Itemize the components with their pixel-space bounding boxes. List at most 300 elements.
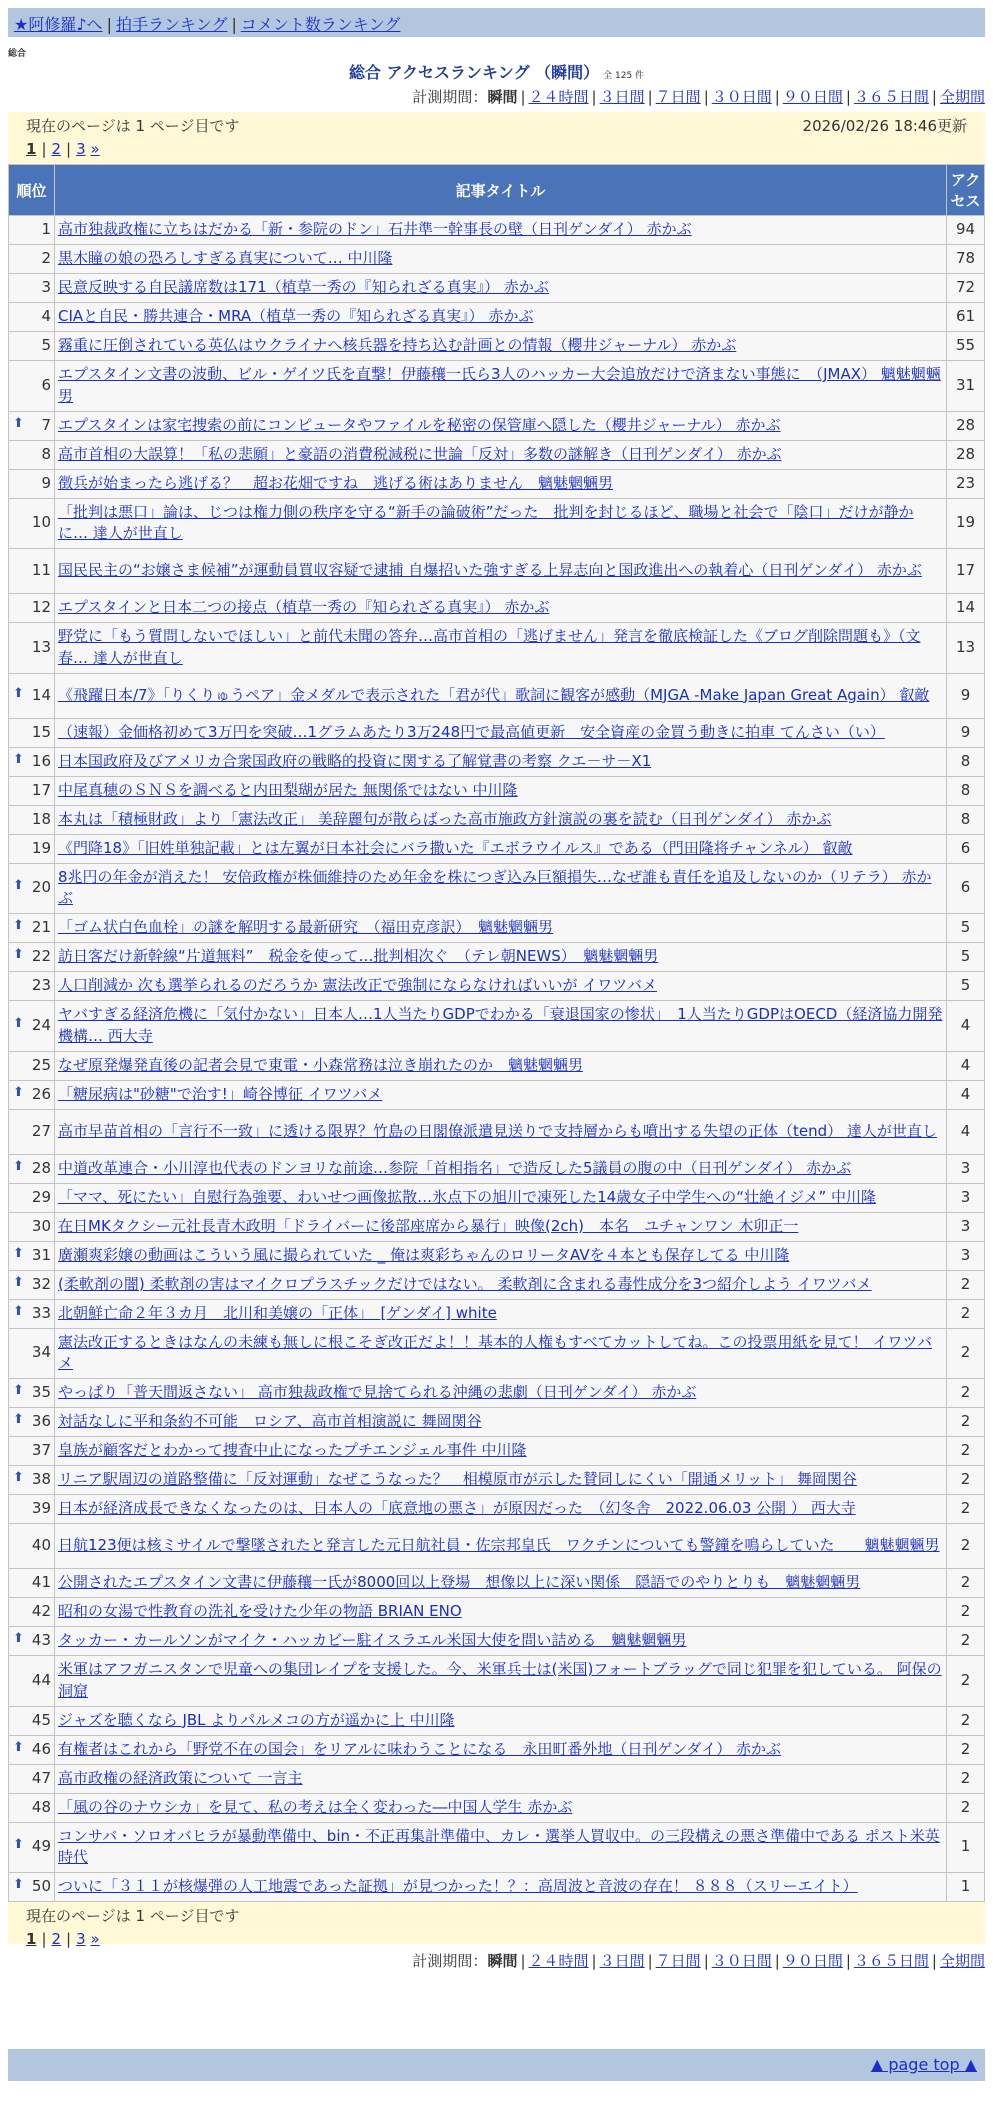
rank-cell [9,1241,55,1270]
period-label: 計測期間： [412,1952,488,1970]
title-cell [55,776,947,805]
table-row [9,549,985,594]
article-link[interactable]: 米軍はアフガニスタンで児童への集団レイプを支援した。今、米軍兵士は(米国)フォートブラッグで同じ犯罪を犯している。 阿保の洞窟 [58,1660,942,1700]
rank-cell [9,718,55,747]
period-option-link[interactable]: ３日間 [599,88,645,106]
period-separator: | [647,1952,653,1970]
rank-cell [9,834,55,863]
table-row [9,1764,985,1793]
page-top-link[interactable]: ▲ page top ▲ [870,2055,977,2074]
rank-number: 33 [31,1303,51,1322]
title-cell [55,332,947,361]
table-row [9,411,985,440]
rank-number: 24 [31,1015,51,1034]
article-link[interactable]: 在日MKタクシー元社長青木政明「ドライバーに後部座席から暴行」映像(2ch) 本名 ユチャンワン 木卯正一 [58,1216,799,1235]
page-separator: | [41,1930,47,1948]
rank-number: 2 [41,249,51,268]
rank-number: 35 [31,1383,51,1402]
title-cell [55,1598,947,1627]
table-row [9,1051,985,1080]
table-row [9,594,985,623]
up-arrow-icon: ⬆ [13,1015,24,1031]
table-row [9,863,985,914]
table-row [9,216,985,245]
access-count: 94 [947,216,985,245]
rank-cell [9,1873,55,1902]
page-link[interactable]: » [90,140,100,158]
access-count: 2 [947,1656,985,1707]
category-label: 総合 [8,49,27,59]
ranking-table [8,164,985,1902]
title-cell [55,1212,947,1241]
access-count: 17 [947,549,985,594]
up-arrow-icon: ⬆ [13,1084,24,1100]
rank-number: 4 [41,307,51,326]
rank-number: 28 [31,1158,51,1177]
rank-number: 11 [31,561,51,580]
access-count: 3 [947,1212,985,1241]
article-link[interactable]: 中尾真穂のＳＮＳを調べると内田梨瑚が居た 無関係ではない 中川隆 [58,780,518,799]
rank-cell [9,1379,55,1408]
page-current: 1 [26,140,37,158]
rank-cell [9,805,55,834]
period-selector-top [412,86,985,107]
access-count: 2 [947,1437,985,1466]
article-link[interactable]: コンサバ・ソロオバヒラが暴動準備中、bin・不正再集計準備中、カレ・選挙人買収中。の三段構えの悪さ準備中である ポスト米英時代 [58,1826,940,1867]
table-row [9,673,985,718]
table-row [9,1183,985,1212]
table-row [9,1822,985,1873]
page-link[interactable]: 3 [76,1930,86,1948]
article-link[interactable]: 北朝鮮亡命２年３カ月 北川和美嬢の「正体」 [ゲンダイ] white [58,1303,497,1322]
title-cell [55,440,947,469]
access-count: 9 [947,673,985,718]
access-count: 2 [947,1495,985,1524]
updated-time: 2026/02/26 18:46更新 [802,117,967,135]
pagination-bottom [26,1930,967,1948]
rank-number: 32 [31,1274,51,1293]
title-cell [55,1241,947,1270]
table-row [9,440,985,469]
article-link[interactable]: エプスタイン文書の波動、ビル・ゲイツ氏を直撃！伊藤穰一氏ら3人のハッカー大会追放だけで済まない事態に （JMAX） 魑魅魍魎男 [58,365,941,405]
page-title [0,60,993,83]
table-row [9,1379,985,1408]
page-title-text: 総合 アクセスランキング （瞬間） [348,63,600,82]
article-link[interactable]: (柔軟剤の闇) 柔軟剤の害はマイクロプラスチックだけではない。 柔軟剤に含まれる毒性成分を3つ紹介しよう イワツバメ [58,1274,872,1293]
period-separator: | [520,1952,526,1970]
table-row [9,1212,985,1241]
up-arrow-icon: ⬆ [13,1837,24,1853]
article-link[interactable]: 人口削減か 次も選挙られるのだろうか 憲法改正で強制にならなければいいが イワツバメ [58,976,658,995]
rank-cell [9,776,55,805]
access-count: 78 [947,245,985,274]
title-cell [55,303,947,332]
table-row [9,1328,985,1379]
title-cell [55,972,947,1001]
title-cell [55,1154,947,1183]
rank-number: 30 [31,1216,51,1235]
period-option-link[interactable]: ７日間 [655,88,701,106]
access-count: 2 [947,1328,985,1379]
rank-cell [9,274,55,303]
table-row [9,1524,985,1569]
article-link[interactable]: なぜ原発爆発直後の記者会見で東電・小森常務は泣き崩れたのか 魑魅魍魎男 [58,1055,584,1074]
rank-number: 46 [31,1739,51,1758]
up-arrow-icon: ⬆ [13,685,24,701]
article-link[interactable]: 「風の谷のナウシカ」を見て、私の考えは全く変わった―中国人学生 赤かぶ [58,1797,573,1816]
rank-number: 50 [31,1877,51,1896]
access-count: 2 [947,1299,985,1328]
article-link[interactable]: 訪日客だけ新幹線“片道無料” 税金を使って…批判相次ぐ （テレ朝NEWS） 魑魅魍魎男 [58,947,659,966]
rank-cell [9,1080,55,1109]
rank-number: 29 [31,1187,51,1206]
article-link[interactable]: 《飛躍日本/7》「りくりゅうペア」金メダルで表示された「君が代」歌詞に観客が感動（MJGA -Make Japan Great Again） 叡敵 [58,685,930,704]
title-cell [55,1183,947,1212]
article-link[interactable]: 高市政権の経済政策について 一言主 [58,1768,303,1787]
rank-number: 15 [31,722,51,741]
title-cell [55,245,947,274]
home-link[interactable]: ★阿修羅♪へ [14,15,103,34]
rank-cell [9,1466,55,1495]
title-cell [55,1466,947,1495]
title-cell [55,1379,947,1408]
table-row [9,805,985,834]
table-row [9,1466,985,1495]
table-row [9,1569,985,1598]
table-row [9,1109,985,1154]
table-row [9,718,985,747]
article-link[interactable]: エプスタインと日本二つの接点（植草一秀の『知られざる真実』） 赤かぶ [58,598,550,617]
rank-cell [9,673,55,718]
access-count: 31 [947,361,985,412]
period-option-link[interactable]: ９０日間 [782,88,843,106]
rank-cell [9,303,55,332]
rank-number: 17 [31,780,51,799]
rank-number: 36 [31,1412,51,1431]
title-cell [55,1822,947,1873]
top-nav-bar [8,8,985,37]
rank-cell [9,914,55,943]
rank-number: 37 [31,1441,51,1460]
article-link[interactable]: 本丸は「積極財政」より「憲法改正」 美辞麗句が散らばった高市施政方針演説の裏を読む（日刊ゲンダイ） 赤かぶ [58,809,832,828]
pagination-top [26,140,967,158]
title-cell [55,1706,947,1735]
period-option-link[interactable]: ３６５日間 [853,88,929,106]
period-separator: | [931,88,937,106]
article-link[interactable]: 8兆円の年金が消えた！ 安倍政権が株価維持のため年金を株につぎ込み巨額損失…なぜ誰も責任を追及しないのか（リテラ） 赤かぶ [58,867,932,908]
page-info-top [8,112,985,164]
table-row [9,747,985,776]
access-count: 13 [947,623,985,674]
table-row [9,1495,985,1524]
clap-ranking-link[interactable]: 拍手ランキング [115,15,228,34]
article-link[interactable]: 日航123便は核ミサイルで撃墜されたと発言した元日航社員・佐宗邦皇氏 ワクチンについても警鐘を鳴らしていた 魑魅魍魎男 [58,1536,940,1555]
table-row [9,274,985,303]
article-link[interactable]: 民意反映する自民議席数は171（植草一秀の『知られざる真実』） 赤かぶ [58,278,549,297]
rank-number: 27 [31,1121,51,1140]
rank-cell [9,1328,55,1379]
title-cell [55,834,947,863]
period-separator: | [591,1952,597,1970]
access-count: 2 [947,1408,985,1437]
table-row [9,776,985,805]
rank-cell [9,1437,55,1466]
title-cell [55,718,947,747]
access-count: 2 [947,1627,985,1656]
table-row [9,1299,985,1328]
table-row [9,245,985,274]
access-count: 2 [947,1270,985,1299]
page-separator: | [66,140,72,158]
title-cell [55,274,947,303]
title-cell [55,1270,947,1299]
article-link[interactable]: ジャズを聴くなら JBL よりパルメコの方が遥かに上 中川隆 [58,1710,455,1729]
article-link[interactable]: 憲法改正するときはなんの未練も無しに根こそぎ改正だよ！！基本的人権もすべてカットしてね。この投票用紙を見て！ イワツバメ [58,1332,933,1373]
table-row [9,1706,985,1735]
period-option-link[interactable]: ３６５日間 [853,1952,929,1970]
access-count: 9 [947,718,985,747]
title-cell [55,216,947,245]
rank-number: 40 [31,1536,51,1555]
access-count: 2 [947,1793,985,1822]
article-link[interactable]: やっぱり「普天間返さない」 高市独裁政権で見捨てられる沖縄の悲劇（日刊ゲンダイ） 赤かぶ [58,1383,697,1402]
title-cell [55,1656,947,1707]
rank-cell [9,1735,55,1764]
article-link[interactable]: 公開されたエプスタイン文書に伊藤穰一氏が8000回以上登場 想像以上に深い関係 隠語でのやりとりも 魑魅魍魎男 [58,1573,861,1592]
period-separator: | [703,1952,709,1970]
article-link[interactable]: タッカー・カールソンがマイク・ハッカビー駐イスラエル米国大使を問い詰める 魑魅魍魎男 [58,1631,687,1650]
period-separator: | [703,88,709,106]
article-link[interactable]: 昭和の女湯で性教育の洗礼を受けた少年の物語 BRIAN ENO [58,1602,462,1621]
title-cell [55,1873,947,1902]
rank-cell [9,1154,55,1183]
rank-cell [9,943,55,972]
article-link[interactable]: 対話なしに平和条約不可能 ロシア、高市首相演説に 舞岡関谷 [58,1412,482,1431]
article-link[interactable]: リニア駅周辺の道路整備に「反対運動」なぜこうなった？ 相模原市が示した賛同しにくい「開通メリット」 舞岡関谷 [58,1470,857,1489]
article-link[interactable]: ついに「３１１が核爆弾の人工地震であった証拠」が見つかった！？：高周波と音波の存在！ ８８８（スリーエイト） [58,1877,858,1896]
rank-cell [9,1598,55,1627]
up-arrow-icon: ⬆ [13,1245,24,1261]
title-cell [55,361,947,412]
title-cell [55,594,947,623]
title-cell [55,1735,947,1764]
access-count: 1 [947,1873,985,1902]
table-row [9,1241,985,1270]
rank-number: 10 [31,513,51,532]
period-option-link[interactable]: ３０日間 [711,1952,772,1970]
access-count: 55 [947,332,985,361]
period-option-link[interactable]: ２４時間 [528,1952,589,1970]
rank-cell [9,863,55,914]
rank-cell [9,411,55,440]
article-link[interactable]: 野党に「もう質問しないでほしい」と前代未聞の答弁…高市首相の「逃げません」発言を徹底検証した《ブログ削除問題も》（文春… 達人が世直し [58,627,921,667]
title-cell [55,1569,947,1598]
page-info-bottom [8,1902,985,1948]
article-link[interactable]: 「批判は悪口」論は、じつは権力側の秩序を守る“新手の論破術”だった 批判を封じるほど、職場と社会で「陰口」だけが静かに… 達人が世直し [58,502,914,543]
rank-number: 41 [31,1573,51,1592]
rank-cell [9,1051,55,1080]
article-link[interactable]: 中道改革連合・小川淳也代表のドンヨリな前途…参院「首相指名」で造反した5議員の腹の中（日刊ゲンダイ） 赤かぶ [58,1158,852,1177]
page-separator: | [41,140,47,158]
rank-number: 16 [31,751,51,770]
period-separator: | [845,88,851,106]
article-link[interactable]: 日本が経済成長できなくなったのは、日本人の「底意地の悪さ」が原因だった （幻冬舎 2022.06.03 公開 ） 西大寺 [58,1499,856,1518]
page-link[interactable]: 3 [76,140,86,158]
table-row [9,914,985,943]
rank-header: 順位 [9,165,55,216]
title-cell [55,1627,947,1656]
article-link[interactable]: 有権者はこれから「野党不在の国会」をリアルに味わうことになる 永田町番外地（日刊ゲンダイ） 赤かぶ [58,1739,781,1758]
rank-cell [9,549,55,594]
table-row [9,498,985,549]
rank-cell [9,623,55,674]
access-count: 72 [947,274,985,303]
access-count: 3 [947,1183,985,1212]
period-separator: | [845,1952,851,1970]
up-arrow-icon: ⬆ [13,1470,24,1486]
access-count: 6 [947,834,985,863]
period-option-link[interactable]: ７日間 [655,1952,701,1970]
rank-cell [9,1569,55,1598]
period-option-link[interactable]: ３日間 [599,1952,645,1970]
article-link[interactable]: 「ママ、死にたい」自慰行為強要、わいせつ画像拡散…氷点下の旭川で凍死した14歳女子中学生への“壮絶イジメ” 中川隆 [58,1187,877,1206]
table-row [9,943,985,972]
rank-cell [9,245,55,274]
access-count: 3 [947,1241,985,1270]
article-link[interactable]: ヤバすぎる経済危機に「気付かない」日本人…1人当たりGDPでわかる「衰退国家の惨状」 1人当たりGDPはOECD（経済協力開発機構… 西大寺 [58,1005,943,1045]
period-separator: | [774,88,780,106]
table-row [9,623,985,674]
table-row [9,834,985,863]
period-option-link[interactable]: 全期間 [939,88,985,106]
table-row [9,1437,985,1466]
article-link[interactable]: 高市早苗首相の「言行不一致」に透ける限界？竹島の日閣僚派遣見送りで支持層からも噴出する失望の正体（tend） 達人が世直し [58,1121,937,1140]
article-link[interactable]: 国民民主の“お嬢さま候補”が運動員買収容疑で逮捕 自爆招いた強すぎる上昇志向と国政進出への執着心（日刊ゲンダイ） 赤かぶ [58,561,922,580]
title-cell [55,1524,947,1569]
title-cell [55,863,947,914]
rank-number: 34 [31,1343,51,1362]
up-arrow-icon: ⬆ [13,918,24,934]
title-cell [55,747,947,776]
rank-number: 20 [31,878,51,897]
title-cell [55,1437,947,1466]
article-link[interactable]: CIAと自民・勝共連合・MRA（植草一秀の『知られざる真実』） 赤かぶ [58,307,534,326]
title-cell [55,469,947,498]
article-link[interactable]: （速報）金価格初めて3万円を突破…1グラムあたり3万248円で最高値更新 安全資産の金買う動きに拍車 てんさい（い） [58,722,885,741]
rank-number: 49 [31,1837,51,1856]
article-link[interactable]: 高市独裁政権に立ちはだかる「新・参院のドン」石井準一幹事長の壁（日刊ゲンダイ） 赤かぶ [58,220,692,239]
table-row [9,972,985,1001]
title-cell [55,498,947,549]
article-link[interactable]: 徴兵が始まったら逃げる？ 超お花畑ですね 逃げる術はありません 魑魅魍魎男 [58,473,614,492]
page-separator: | [66,1930,72,1948]
rank-cell [9,332,55,361]
rank-number: 18 [31,809,51,828]
title-cell [55,943,947,972]
table-row [9,1656,985,1707]
period-selector-bottom [412,1950,985,1971]
nav-separator: | [106,15,112,34]
rank-cell [9,440,55,469]
table-row [9,1001,985,1052]
article-link[interactable]: 「糖尿病は"砂糖"で治す!」崎谷博征 イワツバメ [58,1084,383,1103]
period-option-link[interactable]: ９０日間 [782,1952,843,1970]
rank-cell [9,1408,55,1437]
rank-number: 5 [41,336,51,355]
article-link[interactable]: 霧重に圧倒されている英仏はウクライナへ核兵器を持ち込む計画との情報（櫻井ジャーナル） 赤かぶ [58,336,737,355]
page-link[interactable]: 2 [51,140,62,158]
rank-number: 42 [31,1602,51,1621]
access-count: 61 [947,303,985,332]
rank-number: 48 [31,1797,51,1816]
page-current: 1 [26,1930,37,1948]
access-count: 8 [947,805,985,834]
article-link[interactable]: 皇族が顧客だとわかって捜査中止になったプチエンジェル事件 中川隆 [58,1441,527,1460]
access-count: 5 [947,972,985,1001]
access-count: 2 [947,1466,985,1495]
title-cell [55,1793,947,1822]
article-link[interactable]: 廣瀬爽彩嬢の動画はこういう風に撮られていた _ 俺は爽彩ちゃんのロリータAVを４本とも保存してる 中川隆 [58,1245,790,1264]
period-option-link[interactable]: ２４時間 [528,88,589,106]
comment-ranking-link[interactable]: コメント数ランキング [240,15,401,34]
rank-cell [9,1524,55,1569]
period-option-link[interactable]: 全期間 [939,1952,985,1970]
page-link[interactable]: 2 [51,1930,62,1948]
rank-number: 43 [31,1631,51,1650]
page-top-bar [8,2049,985,2081]
up-arrow-icon: ⬆ [13,1383,24,1399]
article-link[interactable]: 高市首相の大誤算！「私の悲願」と豪語の消費税減税に世論「反対」多数の謎解き（日刊ゲンダイ） 赤かぶ [58,444,782,463]
rank-number: 1 [41,220,51,239]
title-header: 記事タイトル [55,165,947,216]
page-link[interactable]: » [90,1930,100,1948]
up-arrow-icon: ⬆ [13,1412,24,1428]
rank-number: 6 [41,375,51,394]
table-row [9,1080,985,1109]
period-separator: | [647,88,653,106]
access-count: 4 [947,1001,985,1052]
title-cell [55,623,947,674]
rank-cell [9,361,55,412]
rank-number: 44 [31,1670,51,1689]
rank-cell [9,469,55,498]
period-option-link[interactable]: ３０日間 [711,88,772,106]
rank-cell [9,216,55,245]
rank-number: 8 [41,444,51,463]
rank-number: 7 [41,415,51,434]
access-count: 1 [947,1822,985,1873]
article-link[interactable]: 《門降18》「旧姓単独記載」とは左翼が日本社会にバラ撒いた『エボラウイルス』である（門田隆将チャンネル） 叡敵 [58,838,853,857]
rank-cell [9,1212,55,1241]
title-cell [55,1001,947,1052]
access-header: アクセス [947,165,985,216]
up-arrow-icon: ⬆ [13,1303,24,1319]
up-arrow-icon: ⬆ [13,1158,24,1174]
rank-cell [9,747,55,776]
rank-number: 14 [31,685,51,704]
title-cell [55,1408,947,1437]
article-link[interactable]: 日本国政府及びアメリカ合衆国政府の戦略的投資に関する了解覚書の考察 クエ－サ－X1 [58,751,652,770]
title-cell [55,805,947,834]
article-link[interactable]: 黒木瞳の娘の恐ろしすぎる真実について… 中川隆 [58,249,393,268]
up-arrow-icon: ⬆ [13,947,24,963]
rank-cell [9,1764,55,1793]
rank-number: 9 [41,473,51,492]
article-link[interactable]: エプスタインは家宅捜索の前にコンピュータやファイルを秘密の保管庫へ隠した（櫻井ジャーナル） 赤かぶ [58,415,781,434]
rank-number: 47 [31,1768,51,1787]
rank-number: 31 [31,1245,51,1264]
article-link[interactable]: 「ゴム状白色血栓」の謎を解明する最新研究 （福田克彦訳） 魑魅魍魎男 [58,918,554,937]
